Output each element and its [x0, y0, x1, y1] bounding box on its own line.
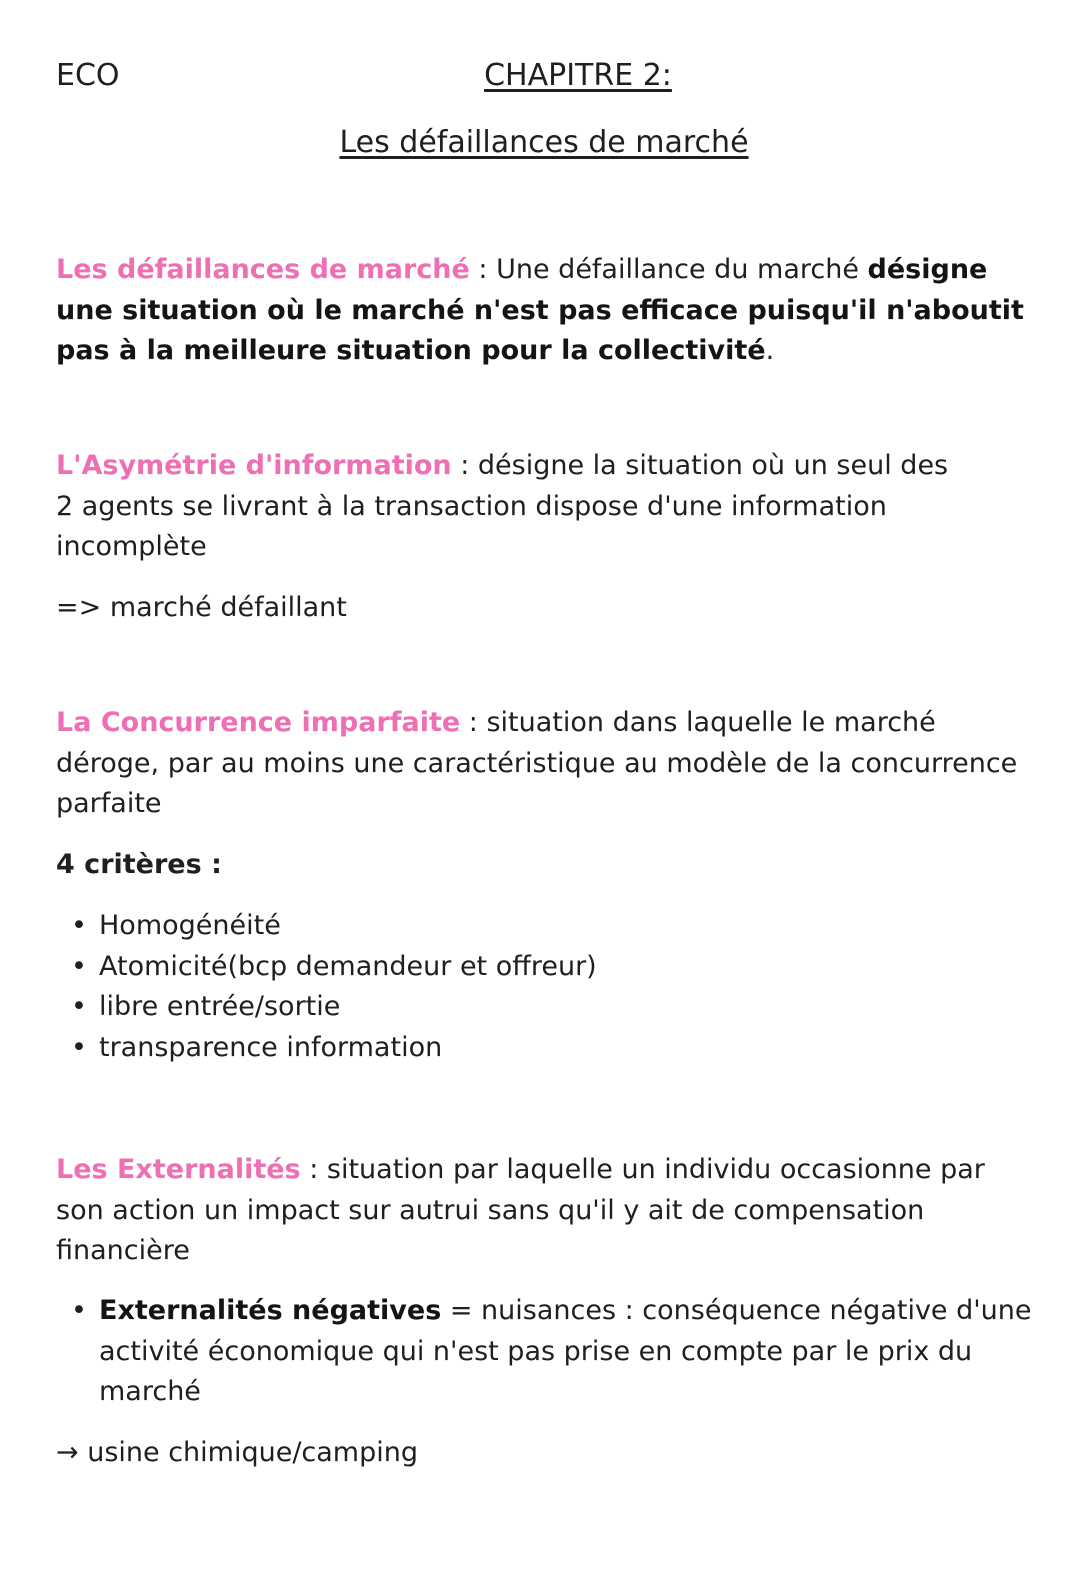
list-item: • Atomicité(bcp demandeur et offreur)	[71, 950, 597, 982]
list-item: • Homogénéité	[71, 910, 281, 941]
list-item: • transparence information	[71, 1031, 443, 1063]
list-item: • Externalités négatives = nuisances : conséquence négative d'une activité économique qui n'est pas prise en compte par le prix du marché	[71, 1295, 1032, 1407]
term-asymetrie: L'Asymétrie d'information	[56, 450, 452, 481]
chapter-subtitle: Les défaillances de marché	[339, 125, 749, 160]
definition-defaillances: Les défaillances de marché : Une défaillance du marché désigne une situation où le marché n'est pas efficace puisqu'il n'aboutit pas à la meilleure situation pour la collectivité.	[56, 254, 1024, 366]
term-externalites: Les Externalités	[56, 1154, 301, 1185]
chapter-title: CHAPITRE 2:	[484, 58, 672, 93]
list-item: • libre entrée/sortie	[71, 991, 341, 1022]
externalites-list	[56, 1291, 1036, 1413]
criteria-title: 4 critères :	[56, 849, 222, 880]
definition-asymetrie: L'Asymétrie d'information : désigne la situation où un seul des 2 agents se livrant à la transaction dispose d'une information incomplète	[56, 450, 949, 562]
definition-externalites: Les Externalités : situation par laquelle un individu occasionne par son action un impact sur autrui sans qu'il y ait de compensation financière	[56, 1154, 985, 1266]
subject-label: ECO	[56, 58, 120, 93]
externalites-example: → usine chimique/camping	[56, 1437, 418, 1468]
term-concurrence: La Concurrence imparfaite	[56, 707, 461, 738]
asymetrie-consequence: => marché défaillant	[56, 592, 347, 623]
criteria-list	[56, 906, 1036, 1068]
externalites-negatives-label: Externalités négatives	[99, 1295, 442, 1326]
term-defaillances: Les défaillances de marché	[56, 254, 470, 285]
definition-emphasis: désigne une situation où le marché n'est pas efficace puisqu'il n'aboutit pas à la meilleure situation pour la collectivité	[56, 254, 1024, 366]
definition-concurrence: La Concurrence imparfaite : situation dans laquelle le marché déroge, par au moins une caractéristique au modèle de la concurrence parfaite	[56, 707, 1018, 819]
